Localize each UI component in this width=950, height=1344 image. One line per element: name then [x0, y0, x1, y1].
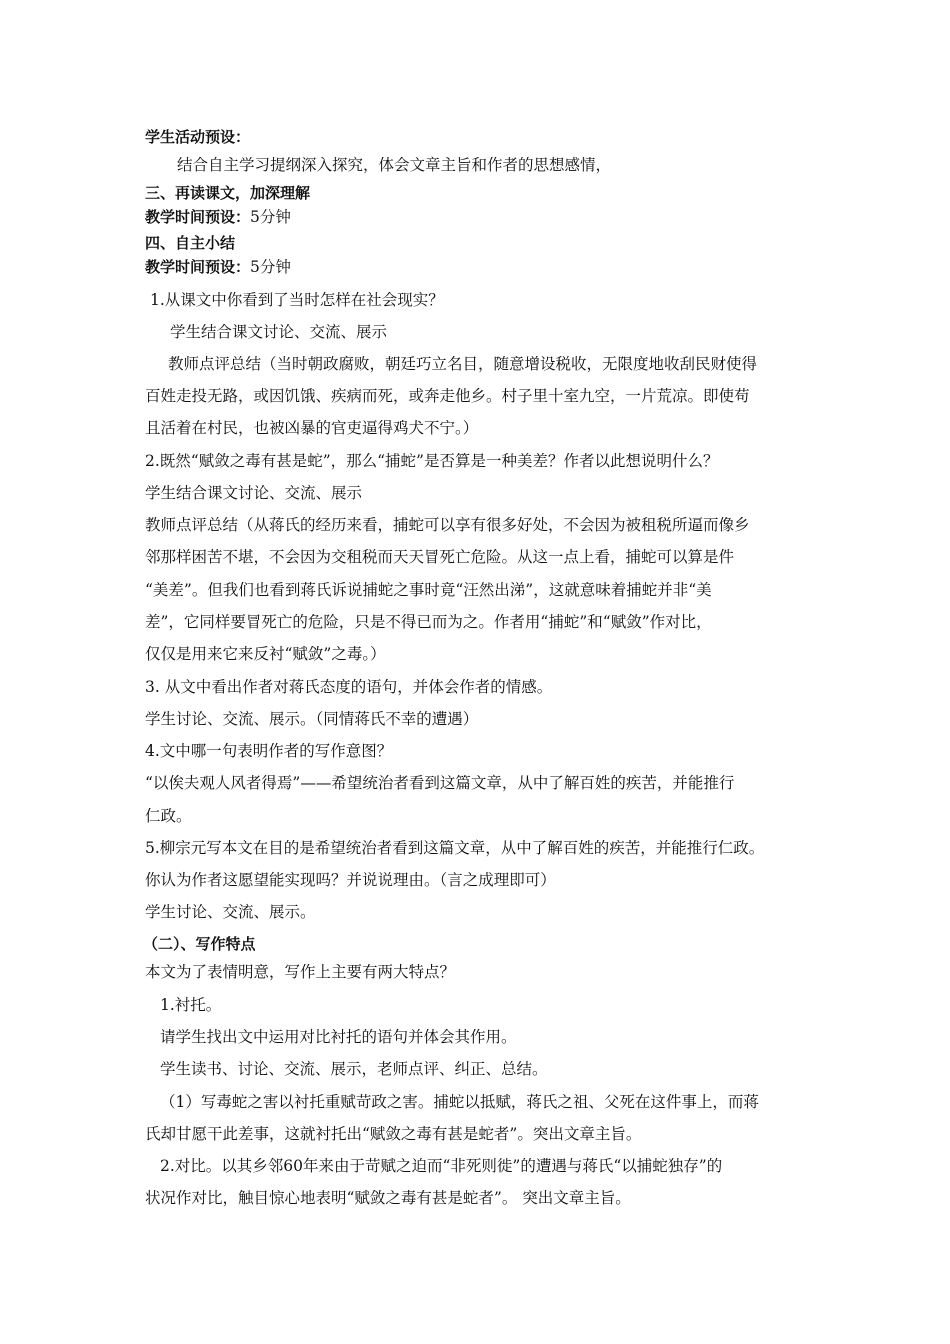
question-5-line: 5.柳宗元写本文在目的是希望统治者看到这篇文章，从中了解百姓的疾苦，并能推行仁政。 [145, 839, 765, 857]
writing-point-1-task: 请学生找出文中运用对比衬托的语句并体会其作用。 [160, 1028, 517, 1046]
question-3: 3. 从文中看出作者对蒋氏态度的语句，并体会作者的情感。 [145, 678, 553, 696]
question-2: 2.既然“赋敛之毒有甚是蛇”，那么“捕蛇”是否算是一种美差？作者以此想说明什么？ [145, 452, 719, 470]
time-value: 5分钟 [250, 208, 291, 226]
question-1-activity: 学生结合课文讨论、交流、展示 [170, 323, 388, 341]
writing-point-2-line: 状况作对比，触目惊心地表明“赋敛之毒有甚是蛇者”。 突出文章主旨。 [145, 1189, 631, 1207]
question-5-line: 你认为作者这愿望能实现吗？并说说理由。（言之成理即可） [145, 871, 556, 889]
question-5-activity: 学生讨论、交流、展示。 [145, 903, 316, 921]
question-2-summary-line: 邻那样困苦不堪，不会因为交租税而天天冒死亡危险。从这一点上看，捕蛇可以算是件 [145, 548, 735, 566]
student-activity-heading: 学生活动预设： [145, 128, 251, 146]
question-2-summary-line: 仅仅是用来它来反衬“赋敛”之毒。） [145, 645, 386, 663]
time-label: 教学时间预设： [145, 258, 251, 276]
question-1-summary-line: 且活着在村民，也被凶暴的官吏逼得鸡犬不宁。） [145, 419, 479, 437]
writing-features-heading: （二）、写作特点 [143, 935, 256, 953]
question-2-summary-line: 教师点评总结（从蒋氏的经历来看，捕蛇可以享有很多好处，不会因为被租税所逼而像乡 [145, 516, 750, 534]
section-3-heading: 三、再读课文，加深理解 [145, 184, 311, 202]
question-1-summary-line: 百姓走投无路，或因饥饿、疾病而死，或奔走他乡。村子里十室九空，一片荒凉。即使苟 [145, 387, 750, 405]
section-4-heading: 四、自主小结 [145, 234, 236, 252]
writing-point-2-line: 2.对比。以其乡邻60年来由于苛赋之迫而“非死则徙”的遭遇与蒋氏“以捕蛇独存”的 [160, 1157, 723, 1175]
question-4-answer-line: 仁政。 [145, 807, 192, 825]
writing-point-1-title: 1.衬托。 [160, 996, 222, 1014]
section-4-time [145, 257, 291, 277]
question-2-summary-line: “美差”。但我们也看到蒋氏诉说捕蛇之事时竟“汪然出涕”，这就意味着捕蛇并非“美 [145, 581, 712, 599]
question-1-summary-line: 教师点评总结（当时朝政腐败，朝廷巧立名目，随意增设税收，无限度地收刮民财使得 [168, 355, 758, 373]
writing-point-1-activity: 学生读书、讨论、交流、展示，老师点评、纠正、总结。 [160, 1060, 548, 1078]
time-value: 5分钟 [250, 258, 291, 276]
question-2-activity: 学生结合课文讨论、交流、展示 [145, 484, 363, 502]
question-4: 4.文中哪一句表明作者的写作意图？ [145, 742, 393, 760]
writing-point-1-example-line: 氏却甘愿干此差事，这就衬托出“赋敛之毒有甚是蛇者”。突出文章主旨。 [145, 1125, 642, 1143]
time-label: 教学时间预设： [145, 208, 251, 226]
question-4-answer-line: “以俟夫观人风者得焉”——希望统治者看到这篇文章，从中了解百姓的疾苦，并能推行 [145, 774, 735, 792]
question-1: 1.从课文中你看到了当时怎样在社会现实？ [150, 291, 444, 309]
student-activity-text: 结合自主学习提纲深入探究，体会文章主旨和作者的思想感情， [177, 156, 612, 174]
section-3-time [145, 207, 291, 227]
writing-features-intro: 本文为了表情明意，写作上主要有两大特点？ [145, 963, 456, 981]
writing-point-1-example-line: （1）写毒蛇之害以衬托重赋苛政之害。捕蛇以抵赋，蒋氏之祖、父死在这件事上，而蒋 [160, 1093, 759, 1111]
question-2-summary-line: 差”，它同样要冒死亡的危险，只是不得已而为之。作者用“捕蛇”和“赋敛”作对比， [145, 613, 712, 631]
question-3-activity: 学生讨论、交流、展示。（同情蒋氏不幸的遭遇） [145, 710, 479, 728]
